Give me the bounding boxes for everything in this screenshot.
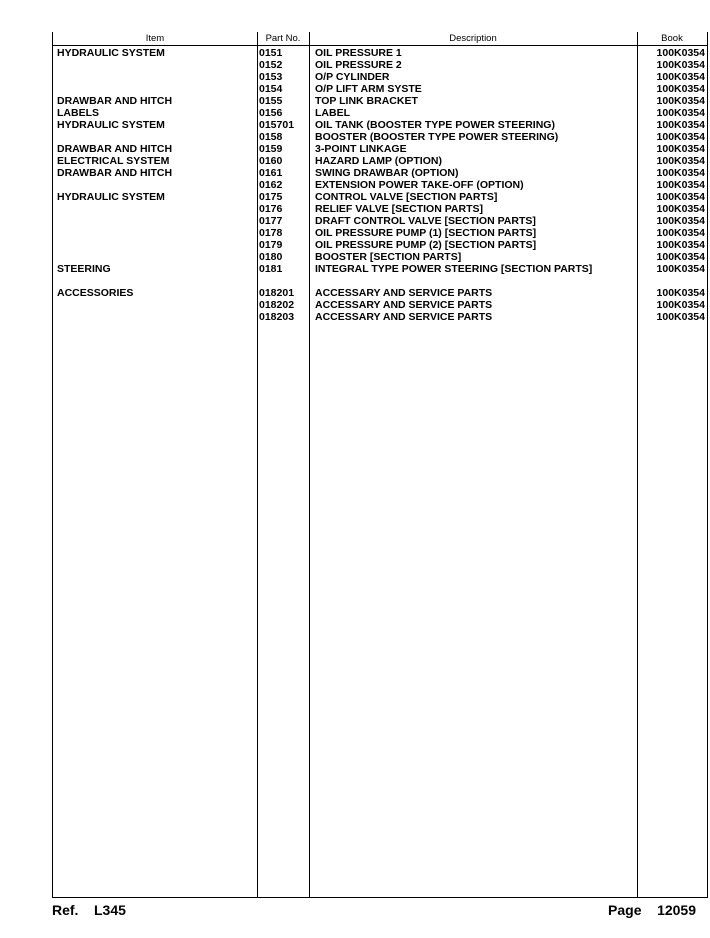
table-row <box>53 263 707 287</box>
row-book: 100K0354 <box>656 179 705 191</box>
row-item: HYDRAULIC SYSTEM <box>57 191 165 203</box>
row-description: OIL PRESSURE 2 <box>315 59 402 71</box>
row-part-no: 0162 <box>259 179 283 191</box>
row-book: 100K0354 <box>656 191 705 203</box>
row-part-no: 0152 <box>259 59 283 71</box>
header-book: Book <box>661 33 683 44</box>
row-part-no: 0179 <box>259 239 283 251</box>
row-part-no: 0158 <box>259 131 283 143</box>
row-part-no: 0153 <box>259 71 283 83</box>
table-row <box>53 215 707 227</box>
row-part-no: 0176 <box>259 203 283 215</box>
table-row <box>53 47 707 59</box>
table-row <box>53 59 707 71</box>
header-item: Item <box>145 33 165 44</box>
row-book: 100K0354 <box>656 167 705 179</box>
row-item: LABELS <box>57 107 99 119</box>
row-item: HYDRAULIC SYSTEM <box>57 119 165 131</box>
table-row <box>53 167 707 179</box>
header-description: Description <box>449 33 497 44</box>
row-item: DRAWBAR AND HITCH <box>57 167 173 179</box>
row-book: 100K0354 <box>656 131 705 143</box>
row-item: HYDRAULIC SYSTEM <box>57 47 165 59</box>
row-description: INTEGRAL TYPE POWER STEERING [SECTION PARTS] <box>315 263 593 275</box>
row-description: O/P LIFT ARM SYSTE <box>315 83 422 95</box>
row-book: 100K0354 <box>656 59 705 71</box>
row-book: 100K0354 <box>656 251 705 263</box>
row-description: OIL PRESSURE PUMP (1) [SECTION PARTS] <box>315 227 537 239</box>
table-row <box>53 83 707 95</box>
row-description: OIL TANK (BOOSTER TYPE POWER STEERING) <box>315 119 555 131</box>
row-description: RELIEF VALVE [SECTION PARTS] <box>315 203 484 215</box>
row-description: SWING DRAWBAR (OPTION) <box>315 167 459 179</box>
row-item: STEERING <box>57 263 111 275</box>
table-row <box>53 107 707 119</box>
row-book: 100K0354 <box>656 287 705 299</box>
row-description: BOOSTER (BOOSTER TYPE POWER STEERING) <box>315 131 559 143</box>
row-part-no: 018203 <box>259 311 295 323</box>
row-item: ACCESSORIES <box>57 287 134 299</box>
table-row <box>53 155 707 167</box>
row-book: 100K0354 <box>656 299 705 311</box>
row-description: ACCESSARY AND SERVICE PARTS <box>315 287 493 299</box>
row-part-no: 0178 <box>259 227 283 239</box>
table-row <box>53 239 707 251</box>
row-book: 100K0354 <box>656 311 705 323</box>
row-book: 100K0354 <box>656 71 705 83</box>
row-item: ELECTRICAL SYSTEM <box>57 155 170 167</box>
row-book: 100K0354 <box>656 143 705 155</box>
table-row <box>53 71 707 83</box>
row-description: O/P CYLINDER <box>315 71 390 83</box>
row-book: 100K0354 <box>656 83 705 95</box>
row-description: BOOSTER [SECTION PARTS] <box>315 251 462 263</box>
table-row <box>53 311 707 323</box>
row-book: 100K0354 <box>656 227 705 239</box>
row-description: EXTENSION POWER TAKE-OFF (OPTION) <box>315 179 524 191</box>
row-book: 100K0354 <box>656 215 705 227</box>
row-description: TOP LINK BRACKET <box>315 95 418 107</box>
row-book: 100K0354 <box>656 203 705 215</box>
row-book: 100K0354 <box>656 119 705 131</box>
row-description: 3-POINT LINKAGE <box>315 143 407 155</box>
parts-table <box>52 32 708 898</box>
table-row <box>53 179 707 191</box>
table-row <box>53 203 707 215</box>
row-part-no: 0161 <box>259 167 283 179</box>
page-number: Page 12059 <box>608 902 696 918</box>
row-part-no: 018202 <box>259 299 295 311</box>
row-part-no: 0180 <box>259 251 283 263</box>
row-part-no: 0156 <box>259 107 283 119</box>
row-description: OIL PRESSURE PUMP (2) [SECTION PARTS] <box>315 239 537 251</box>
row-book: 100K0354 <box>656 155 705 167</box>
row-book: 100K0354 <box>656 239 705 251</box>
row-description: ACCESSARY AND SERVICE PARTS <box>315 299 493 311</box>
table-row <box>53 287 707 299</box>
row-item: DRAWBAR AND HITCH <box>57 95 173 107</box>
row-book: 100K0354 <box>656 47 705 59</box>
row-book: 100K0354 <box>656 263 705 275</box>
table-row <box>53 143 707 155</box>
row-part-no: 0154 <box>259 83 283 95</box>
row-item: DRAWBAR AND HITCH <box>57 143 173 155</box>
row-part-no: 0155 <box>259 95 283 107</box>
row-part-no: 0160 <box>259 155 283 167</box>
row-description: ACCESSARY AND SERVICE PARTS <box>315 311 493 323</box>
row-description: CONTROL VALVE [SECTION PARTS] <box>315 191 498 203</box>
reference-label: Ref. L345 <box>52 902 126 918</box>
row-part-no: 015701 <box>259 119 295 131</box>
header-part-no: Part No. <box>265 33 301 44</box>
row-part-no: 018201 <box>259 287 295 299</box>
table-row <box>53 131 707 143</box>
table-row <box>53 95 707 107</box>
row-part-no: 0181 <box>259 263 283 275</box>
table-header <box>53 32 707 46</box>
row-part-no: 0159 <box>259 143 283 155</box>
table-row <box>53 299 707 311</box>
table-row <box>53 191 707 203</box>
row-description: OIL PRESSURE 1 <box>315 47 402 59</box>
table-row <box>53 119 707 131</box>
row-description: HAZARD LAMP (OPTION) <box>315 155 442 167</box>
row-description: LABEL <box>315 107 350 119</box>
row-part-no: 0177 <box>259 215 283 227</box>
page-footer <box>52 902 696 922</box>
row-part-no: 0151 <box>259 47 283 59</box>
row-description: DRAFT CONTROL VALVE [SECTION PARTS] <box>315 215 536 227</box>
row-part-no: 0175 <box>259 191 283 203</box>
table-row <box>53 227 707 239</box>
table-body <box>53 47 707 323</box>
row-book: 100K0354 <box>656 95 705 107</box>
table-row <box>53 251 707 263</box>
row-book: 100K0354 <box>656 107 705 119</box>
